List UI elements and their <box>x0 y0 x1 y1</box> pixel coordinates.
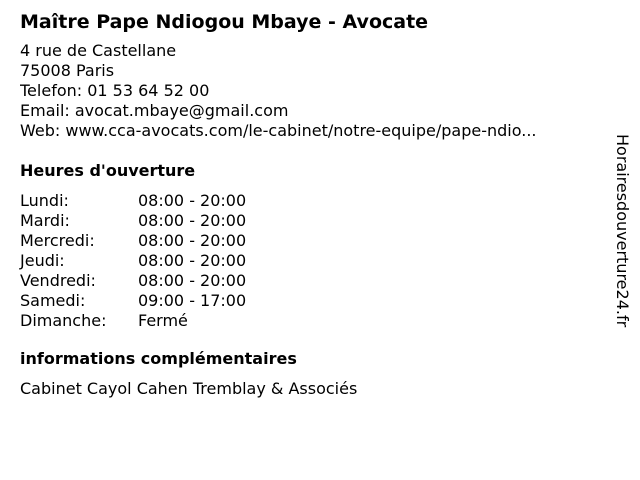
day-label: Vendredi: <box>20 271 96 290</box>
opening-hours-heading: Heures d'ouverture <box>20 161 196 180</box>
opening-hours-table <box>20 191 600 331</box>
business-card <box>20 10 600 399</box>
hours-row-saturday <box>20 291 600 311</box>
street-address: 4 rue de Castellane <box>20 41 177 60</box>
city-postcode: 75008 Paris <box>20 61 115 80</box>
page-title: Maître Pape Ndiogou Mbaye - Avocate <box>20 11 429 33</box>
day-label: Jeudi: <box>20 251 65 270</box>
day-label: Mercredi: <box>20 231 95 250</box>
hours-row-thursday <box>20 251 600 271</box>
time-range: 08:00 - 20:00 <box>138 251 247 270</box>
day-label: Dimanche: <box>20 311 107 330</box>
email-address: Email: avocat.mbaye@gmail.com <box>20 101 289 120</box>
hours-row-tuesday <box>20 211 600 231</box>
time-range: 08:00 - 20:00 <box>138 191 247 210</box>
time-range: 08:00 - 20:00 <box>138 231 247 250</box>
site-watermark: Horairesdouverture24.fr <box>613 134 632 328</box>
time-range: 08:00 - 20:00 <box>138 211 247 230</box>
time-range: 09:00 - 17:00 <box>138 291 247 310</box>
hours-row-wednesday <box>20 231 600 251</box>
time-range: Fermé <box>138 311 188 330</box>
hours-row-friday <box>20 271 600 291</box>
phone-number: Telefon: 01 53 64 52 00 <box>20 81 210 100</box>
address-block <box>20 41 600 141</box>
additional-info-heading: informations complémentaires <box>20 349 297 368</box>
day-label: Mardi: <box>20 211 70 230</box>
hours-row-sunday <box>20 311 600 331</box>
hours-row-monday <box>20 191 600 211</box>
day-label: Lundi: <box>20 191 69 210</box>
additional-info-text: Cabinet Cayol Cahen Tremblay & Associés <box>20 379 358 398</box>
time-range: 08:00 - 20:00 <box>138 271 247 290</box>
website-link: Web: www.cca-avocats.com/le-cabinet/notre-equipe/pape-ndio... <box>20 121 537 140</box>
day-label: Samedi: <box>20 291 86 310</box>
